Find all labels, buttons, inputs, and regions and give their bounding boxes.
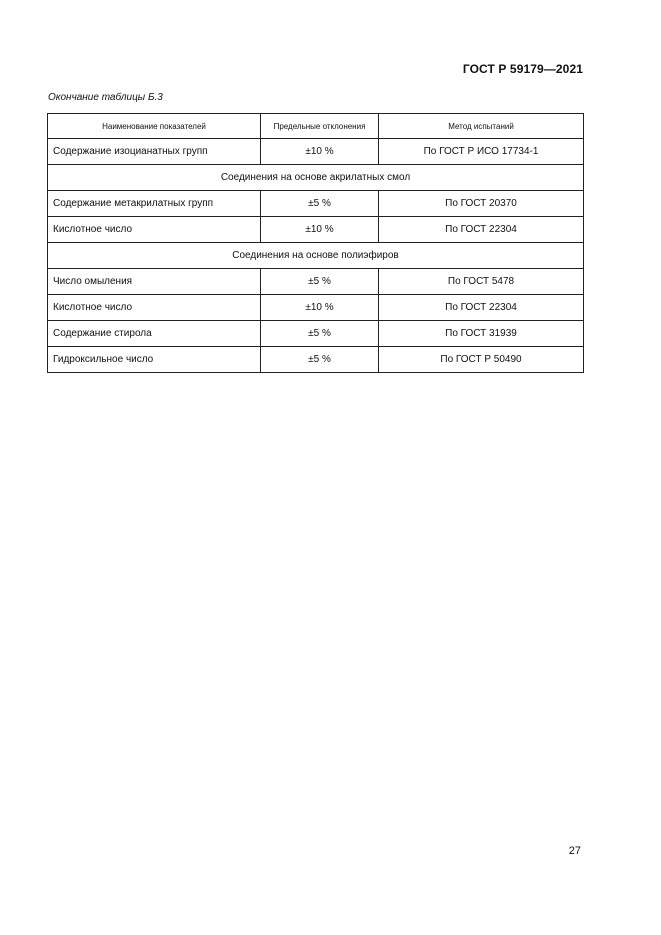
- section-row: [48, 165, 584, 191]
- column-header-indicator: Наименование показателей: [48, 114, 261, 139]
- section-heading-polyester: Соединения на основе полиэфиров: [48, 243, 584, 269]
- table-row: [48, 321, 584, 347]
- deviation-cell: ±5 %: [261, 347, 379, 373]
- table-header-row: [48, 114, 584, 139]
- deviation-cell: ±10 %: [261, 295, 379, 321]
- indicator-cell: Гидроксильное число: [48, 347, 261, 373]
- table-row: [48, 295, 584, 321]
- method-cell: По ГОСТ 20370: [379, 191, 584, 217]
- deviation-cell: ±5 %: [261, 269, 379, 295]
- deviation-cell: ±10 %: [261, 139, 379, 165]
- indicator-cell: Число омыления: [48, 269, 261, 295]
- method-cell: По ГОСТ 5478: [379, 269, 584, 295]
- section-heading-acrylic: Соединения на основе акрилатных смол: [48, 165, 584, 191]
- method-cell: По ГОСТ 22304: [379, 295, 584, 321]
- deviation-cell: ±10 %: [261, 217, 379, 243]
- indicator-cell: Содержание метакрилатных групп: [48, 191, 261, 217]
- column-header-method: Метод испытаний: [379, 114, 584, 139]
- indicator-cell: Содержание изоцианатных групп: [48, 139, 261, 165]
- deviation-cell: ±5 %: [261, 321, 379, 347]
- column-header-deviation: Предельные отклонения: [261, 114, 379, 139]
- table-row: [48, 191, 584, 217]
- table-caption: Окончание таблицы Б.3: [48, 92, 163, 103]
- indicator-cell: Кислотное число: [48, 217, 261, 243]
- method-cell: По ГОСТ 31939: [379, 321, 584, 347]
- data-table: [47, 113, 584, 373]
- method-cell: По ГОСТ Р ИСО 17734-1: [379, 139, 584, 165]
- page-number: 27: [568, 845, 581, 857]
- method-cell: По ГОСТ 22304: [379, 217, 584, 243]
- method-cell: По ГОСТ Р 50490: [379, 347, 584, 373]
- standard-code: ГОСТ Р 59179—2021: [462, 62, 583, 76]
- section-row: [48, 243, 584, 269]
- table-row: [48, 139, 584, 165]
- indicator-cell: Содержание стирола: [48, 321, 261, 347]
- deviation-cell: ±5 %: [261, 191, 379, 217]
- indicator-cell: Кислотное число: [48, 295, 261, 321]
- table-row: [48, 217, 584, 243]
- table-row: [48, 269, 584, 295]
- table-row: [48, 347, 584, 373]
